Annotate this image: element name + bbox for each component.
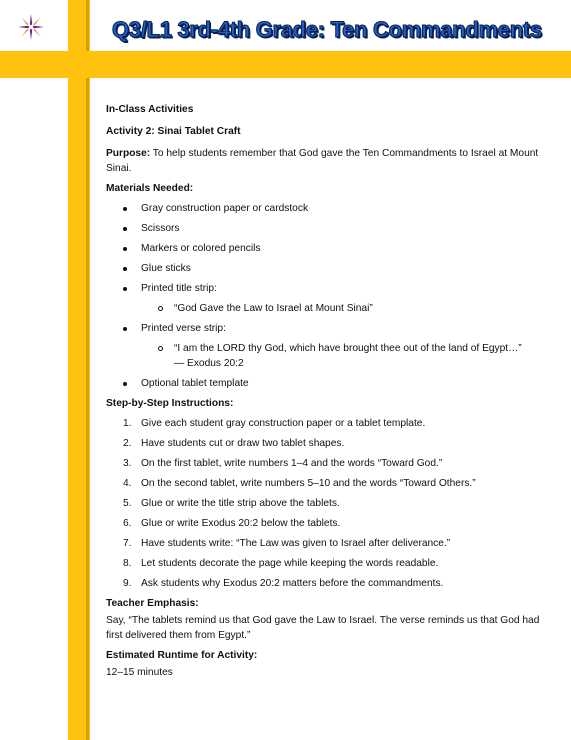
material-label: Scissors <box>141 223 180 234</box>
sub-list-item <box>141 341 546 371</box>
list-item <box>106 221 546 236</box>
list-item: 3. On the first tablet, write numbers 1–4 and the words “Toward God.” <box>123 458 443 469</box>
material-label: Glue sticks <box>141 263 191 274</box>
verse-text: “I am the LORD thy God, which have brought thee out of the land of Egypt…” <box>174 343 522 354</box>
list-item: 5. Glue or write the title strip above the tablets. <box>123 498 340 509</box>
list-item <box>106 261 546 276</box>
step-text: Let students decorate the page while keeping the words readable. <box>141 558 439 569</box>
purpose-label: Purpose: <box>106 148 151 159</box>
list-item: 4. On the second tablet, write numbers 5–10 and the words “Toward Others.” <box>123 478 476 489</box>
verse-strip-sublist <box>141 341 546 371</box>
emphasis-heading: Teacher Emphasis: <box>106 598 199 609</box>
step-text: Have students cut or draw two tablet shapes. <box>141 438 345 449</box>
cross-logo-icon <box>17 13 45 41</box>
step-text: Give each student gray construction paper or a tablet template. <box>141 418 426 429</box>
page-title: Q3/L1 3rd-4th Grade: Ten Commandments <box>112 17 542 42</box>
steps-list <box>106 416 546 591</box>
accent-bar-horizontal <box>0 51 571 78</box>
emphasis-text: Say, “The tablets remind us that God gave the Law to Israel. The verse reminds us that God had first delivered them from Egypt.” <box>106 615 540 641</box>
step-text: Have students write: “The Law was given to Israel after deliverance.” <box>141 538 451 549</box>
title-strip-sublist <box>141 301 546 316</box>
list-item: 8. Let students decorate the page while keeping the words readable. <box>123 558 439 569</box>
runtime-text: 12–15 minutes <box>106 667 173 678</box>
material-label: Optional tablet template <box>141 378 249 389</box>
purpose-paragraph <box>106 146 546 176</box>
material-label: Printed title strip: <box>141 283 217 294</box>
list-item <box>106 241 546 256</box>
section-heading: In-Class Activities <box>106 104 194 115</box>
document-body <box>106 102 546 680</box>
step-text: On the first tablet, write numbers 1–4 and the words “Toward God.” <box>141 458 443 469</box>
purpose-text: To help students remember that God gave the Ten Commandments to Israel at Mount Sinai. <box>106 148 539 174</box>
steps-heading: Step-by-Step Instructions: <box>106 398 234 409</box>
list-item <box>106 201 546 216</box>
list-item <box>106 321 546 371</box>
list-item: 6. Glue or write Exodus 20:2 below the tablets. <box>123 518 341 529</box>
list-item: 1. Give each student gray construction paper or a tablet template. <box>123 418 426 429</box>
step-text: On the second tablet, write numbers 5–10 and the words “Toward Others.” <box>141 478 476 489</box>
materials-list <box>106 201 546 391</box>
list-item <box>106 376 546 391</box>
list-item: 2. Have students cut or draw two tablet shapes. <box>123 438 345 449</box>
material-label: Printed verse strip: <box>141 323 226 334</box>
step-text: Glue or write Exodus 20:2 below the tablets. <box>141 518 341 529</box>
step-text: Ask students why Exodus 20:2 matters before the commandments. <box>141 578 444 589</box>
material-label: Markers or colored pencils <box>141 243 261 254</box>
materials-heading: Materials Needed: <box>106 183 194 194</box>
sub-list-item: “God Gave the Law to Israel at Mount Sinai” <box>141 301 546 316</box>
step-text: Glue or write the title strip above the tablets. <box>141 498 340 509</box>
activity-heading: Activity 2: Sinai Tablet Craft <box>106 126 241 137</box>
list-item <box>106 281 546 316</box>
list-item: 7. Have students write: “The Law was given to Israel after deliverance.” <box>123 538 451 549</box>
material-label: Gray construction paper or cardstock <box>141 203 309 214</box>
list-item: 9. Ask students why Exodus 20:2 matters before the commandments. <box>123 578 444 589</box>
accent-bar-vertical-shade <box>86 0 89 740</box>
runtime-heading: Estimated Runtime for Activity: <box>106 650 258 661</box>
verse-reference: — Exodus 20:2 <box>174 358 244 369</box>
